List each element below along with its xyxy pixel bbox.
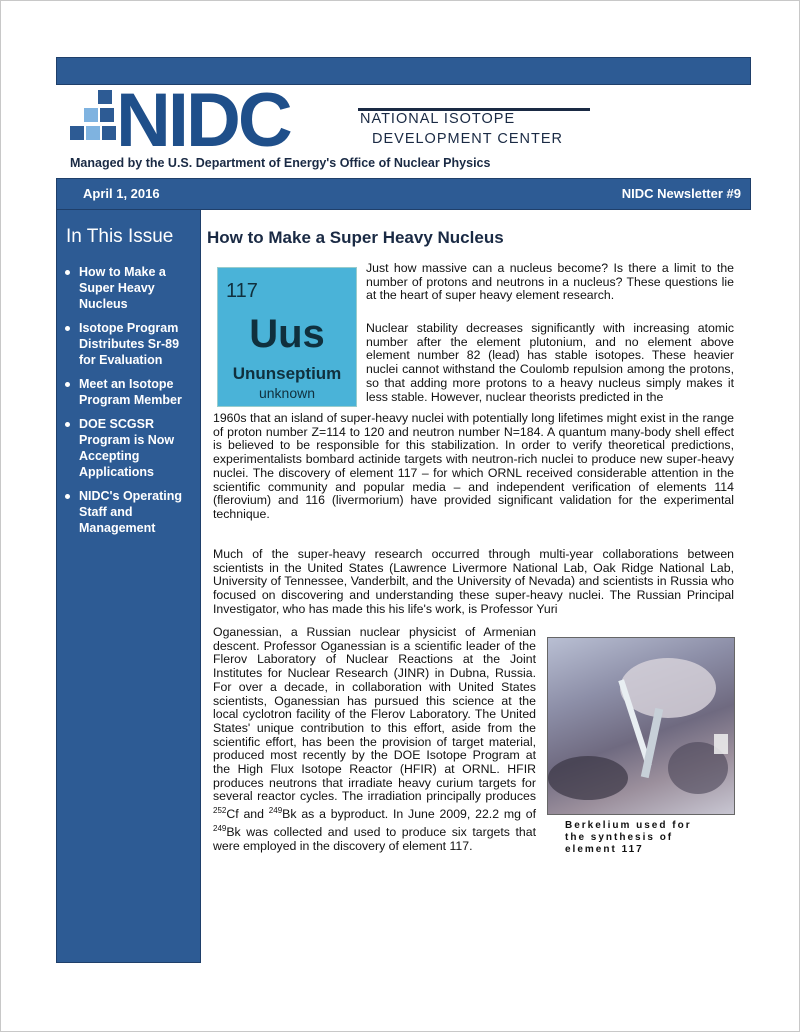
bullet-icon: [65, 382, 70, 387]
logo-org-line1: NATIONAL ISOTOPE: [360, 111, 516, 127]
paragraph-intro: Just how massive can a nucleus become? Is there a limit to the number of protons and neutrons in a nucleus? These questions lie at the heart of super heavy element research.: [366, 261, 734, 303]
sidebar-item-label: DOE SCGSR Program is Now Accepting Applications: [79, 417, 175, 479]
bullet-icon: [65, 494, 70, 499]
sidebar-item-label: Meet an Isotope Program Member: [79, 377, 182, 407]
sidebar-item-staff[interactable]: [63, 488, 197, 536]
paragraph-stability-cont: 1960s that an island of super-heavy nuclei with potentially long lifetimes might exist in the range of proton number Z=114 to 120 and neutron number N=184. A quantum many-body shell effect is believed to be responsible for this stabilization. In order to verify theoretical predictions, experimentalists bombard actinide targets with neutron-rich nuclei to produce new super-heavy nuclei. The discovery of element 117 – for which ORNL received considerable attention in the scientific community and popular media – and independent verification of elements 114 (flerovium) and 116 (livermorium) have provided significant validation for the experimental technique.: [213, 411, 734, 521]
nidc-logo: [70, 88, 590, 152]
bullet-icon: [65, 422, 70, 427]
element-mass: unknown: [258, 385, 316, 401]
element-name: Ununseptium: [232, 364, 342, 383]
lab-photo-illustration: [548, 638, 734, 814]
berkelium-photo: [547, 637, 735, 815]
paragraph-stability: Nuclear stability decreases significantly with increasing atomic number after the element plutonium, and no element above element number 82 (lead) has stable isotopes. These heavier nuclei cannot withstand the Coulomb repulsion among the protons, so that adding more protons to a heavy nucleus simply makes it less stable. However, nuclear theorists predicted in the: [366, 321, 734, 404]
sidebar: [56, 209, 201, 963]
sidebar-item-sr89[interactable]: [63, 320, 197, 368]
sidebar-title: In This Issue: [66, 226, 174, 247]
element-symbol: Uus: [249, 312, 325, 356]
header-top-bar: [56, 57, 751, 85]
sidebar-item-label: How to Make a Super Heavy Nucleus: [79, 265, 166, 311]
sidebar-item-scgsr[interactable]: [63, 416, 197, 480]
managed-by-line: Managed by the U.S. Department of Energy's Office of Nuclear Physics: [70, 156, 491, 170]
photo-caption: Berkelium used for the synthesis of element 117: [565, 820, 692, 855]
newsletter-number: NIDC Newsletter #9: [621, 186, 741, 201]
date-bar: [56, 178, 751, 210]
element-number: 117: [226, 280, 258, 302]
sidebar-item-super-heavy[interactable]: [63, 264, 197, 312]
issue-list: [63, 264, 197, 544]
element-117-tile: [217, 267, 357, 407]
sidebar-item-label: NIDC's Operating Staff and Management: [79, 489, 182, 535]
article-title: How to Make a Super Heavy Nucleus: [207, 228, 504, 247]
logo-org-line2: DEVELOPMENT CENTER: [372, 131, 563, 147]
sidebar-item-meet-member[interactable]: [63, 376, 197, 408]
paragraph-oganessian: Oganessian, a Russian nuclear physicist of Armenian descent. Professor Oganessian is a scientific leader of the Flerov Laboratory of Nuclear Reactions at the Joint Institutes for Nuclear Research (JINR) in Dubna, Russia. For over a decade, in collaboration with United States scientists, Oganessian has pursued this science at the local cyclotron facility of the Flerov Laboratory. The United States' unique contribution to this effort, aside from the scientific effort, has been the provision of target material, produced most recently by the DOE Isotope Program at the High Flux Isotope Reactor (HFIR) at ORNL. HFIR produces neutrons that irradiate heavy curium targets for several reactor cycles. The irradiation principally produces $^{252}$Cf and $^{249}$Bk as a byproduct. In June 2009, 22.2 mg of $^{249}$Bk was collected and used to produce six targets that were employed in the discovery of element 117.: [213, 625, 536, 853]
logo-wordmark: NIDC: [116, 88, 290, 152]
bullet-icon: [65, 270, 70, 275]
sidebar-item-label: Isotope Program Distributes Sr-89 for Evaluation: [79, 321, 180, 367]
issue-date: April 1, 2016: [83, 186, 160, 201]
paragraph-collaboration: Much of the super-heavy research occurred through multi-year collaborations between scientists in the United States (Lawrence Livermore National Lab, Oak Ridge National Lab, University of Tennessee, Vanderbilt, and the University of Nevada) and scientists in Russia who focused on discovering and understanding these super-heavy nuclei. The Russian Principal Investigator, who has made this his life's work, is Professor Yuri: [213, 547, 734, 616]
bullet-icon: [65, 326, 70, 331]
